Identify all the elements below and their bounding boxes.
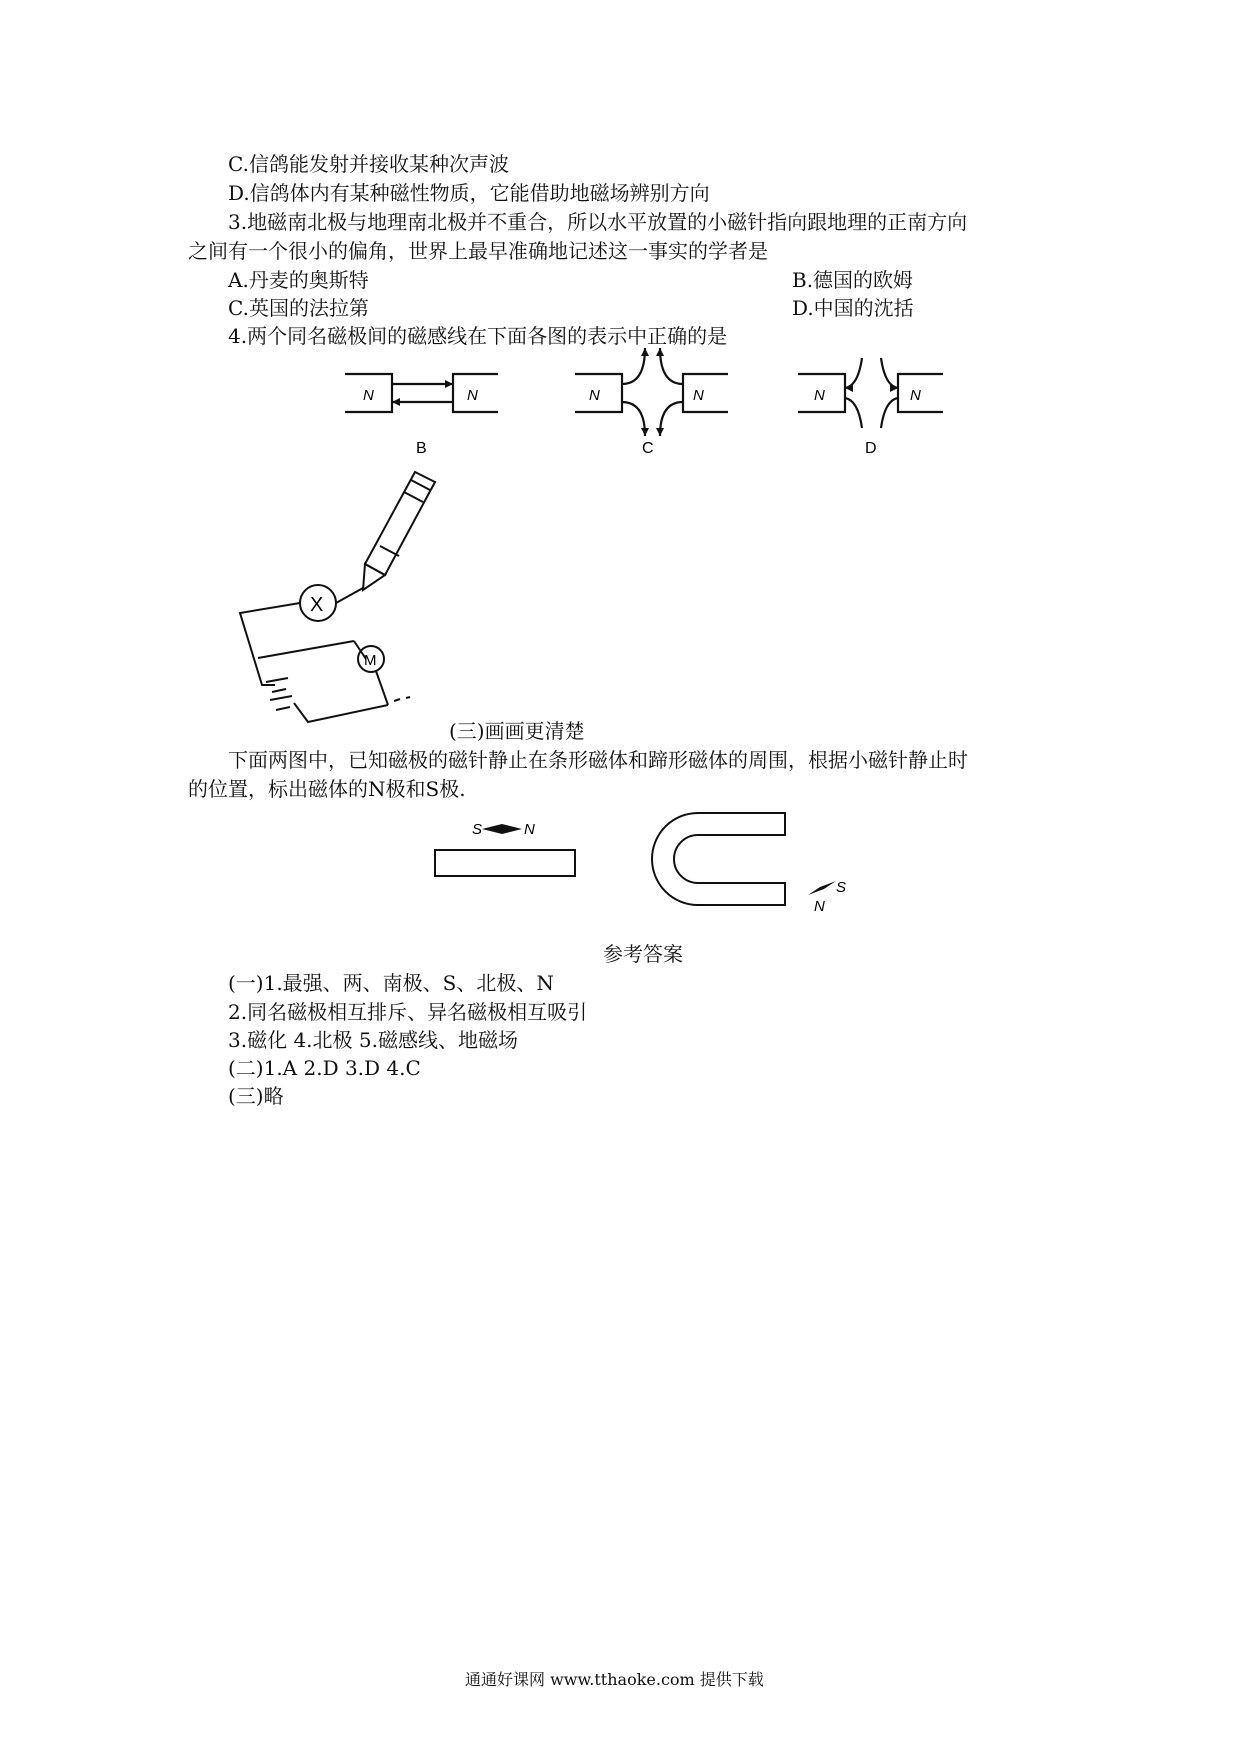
arrow-icon: [392, 398, 400, 406]
pole-label-n: N: [814, 387, 825, 404]
needle-label-n: N: [524, 821, 535, 838]
q3-option-a: A.丹麦的奥斯特: [228, 268, 369, 292]
figure-label-d: D: [865, 440, 877, 457]
q4-stem: 4.两个同名磁极间的磁感线在下面各图的表示中正确的是: [228, 324, 728, 348]
arrow-icon: [845, 384, 853, 392]
answers-line5: (三)略: [228, 1084, 284, 1108]
q2-option-d: D.信鸽体内有某种磁性物质，它能借助地磁场辨别方向: [228, 181, 710, 205]
arrow-icon: [641, 348, 649, 356]
pole-label-n: N: [910, 387, 921, 404]
section3-instruction-line2: 的位置，标出磁体的N极和S极.: [188, 777, 466, 801]
needle-label-n: N: [814, 898, 825, 915]
bar-magnet: [435, 850, 575, 876]
pole-label-n: N: [589, 387, 600, 404]
q3-stem-line1: 3.地磁南北极与地理南北极并不重合，所以水平放置的小磁针指向跟地理的正南方向: [228, 210, 968, 234]
arrow-icon: [656, 348, 664, 356]
arrow-icon: [890, 384, 898, 392]
horseshoe-magnet-figure: [630, 805, 860, 915]
pencil-icon: [363, 472, 435, 590]
meter-x-label: X: [310, 594, 324, 616]
horseshoe-magnet: [652, 813, 785, 905]
section3-instruction-line1: 下面两图中，已知磁极的磁针静止在条形磁体和蹄形磁体的周围，根据小磁针静止时: [228, 748, 968, 772]
arrow-icon: [445, 380, 453, 388]
section3-title: (三)画画更清楚: [449, 719, 585, 743]
figure-c: [575, 348, 735, 460]
q3-option-b: B.德国的欧姆: [792, 268, 914, 292]
needle-label-s: S: [472, 821, 483, 838]
circuit-figure: [230, 460, 460, 730]
pole-label-n: N: [693, 387, 704, 404]
pole-label-n: N: [363, 387, 374, 404]
answers-line4: (二)1.A 2.D 3.D 4.C: [228, 1056, 421, 1080]
q2-option-c: C.信鸽能发射并接收某种次声波: [228, 152, 509, 176]
answers-title: 参考答案: [603, 942, 683, 966]
answers-line2: 2.同名磁极相互排斥、异名磁极相互吸引: [228, 1000, 588, 1024]
compass-needle-icon: [808, 881, 836, 895]
figure-label-b: B: [416, 440, 427, 457]
compass-needle-icon: [482, 824, 522, 834]
figure-b: [345, 360, 505, 460]
q3-option-d: D.中国的沈括: [792, 296, 914, 320]
answers-line1: (一)1.最强、两、南极、S、北极、N: [228, 971, 554, 995]
arrow-icon: [641, 428, 649, 436]
figure-d: [798, 348, 958, 460]
answers-line3: 3.磁化 4.北极 5.磁感线、地磁场: [228, 1028, 518, 1052]
meter-m-label: M: [364, 652, 377, 669]
footer-text: 通通好课网 www.tthaoke.com 提供下载: [465, 1670, 764, 1689]
q3-stem-line2: 之间有一个很小的偏角，世界上最早准确地记述这一事实的学者是: [188, 239, 768, 263]
needle-label-s: S: [836, 879, 847, 896]
bar-magnet-figure: [430, 812, 590, 902]
figure-label-c: C: [642, 440, 654, 457]
q3-option-c: C.英国的法拉第: [228, 296, 369, 320]
arrow-icon: [656, 428, 664, 436]
pole-label-n: N: [467, 387, 478, 404]
